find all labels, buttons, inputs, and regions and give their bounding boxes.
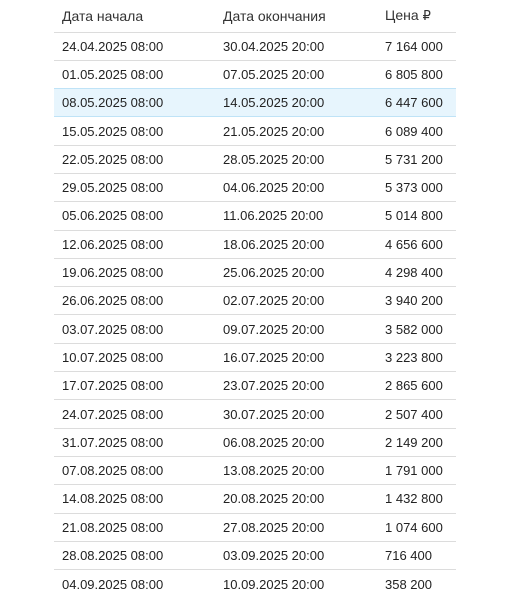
cell-price: 5 014 800: [377, 202, 456, 230]
cell-price: 5 731 200: [377, 145, 456, 173]
table-row[interactable]: [54, 513, 456, 541]
cell-end: 28.05.2025 20:00: [215, 145, 377, 173]
cell-start: 07.08.2025 08:00: [54, 456, 215, 484]
header-start-date-label: Дата начала: [62, 7, 144, 24]
cell-price: 4 656 600: [377, 230, 456, 258]
cell-end: 02.07.2025 20:00: [215, 287, 377, 315]
table-row[interactable]: [54, 287, 456, 315]
cell-end: 25.06.2025 20:00: [215, 258, 377, 286]
table-row[interactable]: [54, 173, 456, 201]
cell-end: 27.08.2025 20:00: [215, 513, 377, 541]
table-row[interactable]: [54, 343, 456, 371]
cell-end: 30.04.2025 20:00: [215, 32, 377, 60]
cell-end: 09.07.2025 20:00: [215, 315, 377, 343]
cell-end: 20.08.2025 20:00: [215, 485, 377, 513]
cell-price: 3 940 200: [377, 287, 456, 315]
cell-end: 04.06.2025 20:00: [215, 173, 377, 201]
table-row[interactable]: [54, 32, 456, 60]
cell-price: 5 373 000: [377, 173, 456, 201]
cell-end: 23.07.2025 20:00: [215, 372, 377, 400]
table-row[interactable]: [54, 117, 456, 145]
table-row[interactable]: [54, 541, 456, 569]
ruble-icon: ₽: [422, 8, 431, 24]
cell-start: 01.05.2025 08:00: [54, 60, 215, 88]
cell-end: 11.06.2025 20:00: [215, 202, 377, 230]
cell-price: 6 447 600: [377, 89, 456, 117]
cell-start: 15.05.2025 08:00: [54, 117, 215, 145]
table-row[interactable]: [54, 570, 456, 598]
header-start-date: [54, 0, 215, 32]
cell-start: 26.06.2025 08:00: [54, 287, 215, 315]
table-row[interactable]: [54, 230, 456, 258]
cell-end: 10.09.2025 20:00: [215, 570, 377, 598]
cell-start: 10.07.2025 08:00: [54, 343, 215, 371]
cell-start: 19.06.2025 08:00: [54, 258, 215, 286]
price-schedule-table: [54, 0, 456, 598]
cell-start: 21.08.2025 08:00: [54, 513, 215, 541]
cell-price: 7 164 000: [377, 32, 456, 60]
table-header: [54, 0, 456, 32]
cell-start: 17.07.2025 08:00: [54, 372, 215, 400]
cell-price: 4 298 400: [377, 258, 456, 286]
table-row[interactable]: [54, 315, 456, 343]
cell-start: 12.06.2025 08:00: [54, 230, 215, 258]
table-row[interactable]: [54, 60, 456, 88]
cell-price: 2 149 200: [377, 428, 456, 456]
header-end-date-label: Дата окончания: [223, 7, 326, 24]
header-price: [377, 0, 456, 32]
cell-price: 1 791 000: [377, 456, 456, 484]
cell-price: 1 432 800: [377, 485, 456, 513]
header-row: [54, 0, 456, 32]
cell-start: 31.07.2025 08:00: [54, 428, 215, 456]
header-price-label: Цена: [385, 7, 419, 24]
cell-price: 3 582 000: [377, 315, 456, 343]
cell-start: 05.06.2025 08:00: [54, 202, 215, 230]
cell-end: 03.09.2025 20:00: [215, 541, 377, 569]
cell-price: 2 507 400: [377, 400, 456, 428]
cell-end: 18.06.2025 20:00: [215, 230, 377, 258]
header-end-date: [215, 0, 377, 32]
cell-start: 24.04.2025 08:00: [54, 32, 215, 60]
cell-end: 13.08.2025 20:00: [215, 456, 377, 484]
cell-start: 08.05.2025 08:00: [54, 89, 215, 117]
cell-end: 30.07.2025 20:00: [215, 400, 377, 428]
cell-start: 03.07.2025 08:00: [54, 315, 215, 343]
cell-start: 22.05.2025 08:00: [54, 145, 215, 173]
cell-price: 6 805 800: [377, 60, 456, 88]
cell-end: 06.08.2025 20:00: [215, 428, 377, 456]
cell-price: 2 865 600: [377, 372, 456, 400]
table-row[interactable]: [54, 202, 456, 230]
table-body: [54, 32, 456, 598]
table-row[interactable]: [54, 400, 456, 428]
table-row[interactable]: [54, 372, 456, 400]
table-row[interactable]: [54, 428, 456, 456]
cell-end: 14.05.2025 20:00: [215, 89, 377, 117]
cell-price: 6 089 400: [377, 117, 456, 145]
cell-price: 1 074 600: [377, 513, 456, 541]
cell-price: 358 200: [377, 570, 456, 598]
table-row[interactable]: [54, 456, 456, 484]
cell-start: 29.05.2025 08:00: [54, 173, 215, 201]
cell-price: 716 400: [377, 541, 456, 569]
table-row[interactable]: [54, 89, 456, 117]
cell-start: 04.09.2025 08:00: [54, 570, 215, 598]
table-row[interactable]: [54, 145, 456, 173]
cell-end: 16.07.2025 20:00: [215, 343, 377, 371]
cell-start: 28.08.2025 08:00: [54, 541, 215, 569]
cell-price: 3 223 800: [377, 343, 456, 371]
cell-end: 07.05.2025 20:00: [215, 60, 377, 88]
cell-start: 14.08.2025 08:00: [54, 485, 215, 513]
cell-start: 24.07.2025 08:00: [54, 400, 215, 428]
cell-end: 21.05.2025 20:00: [215, 117, 377, 145]
table-row[interactable]: [54, 485, 456, 513]
table-row[interactable]: [54, 258, 456, 286]
